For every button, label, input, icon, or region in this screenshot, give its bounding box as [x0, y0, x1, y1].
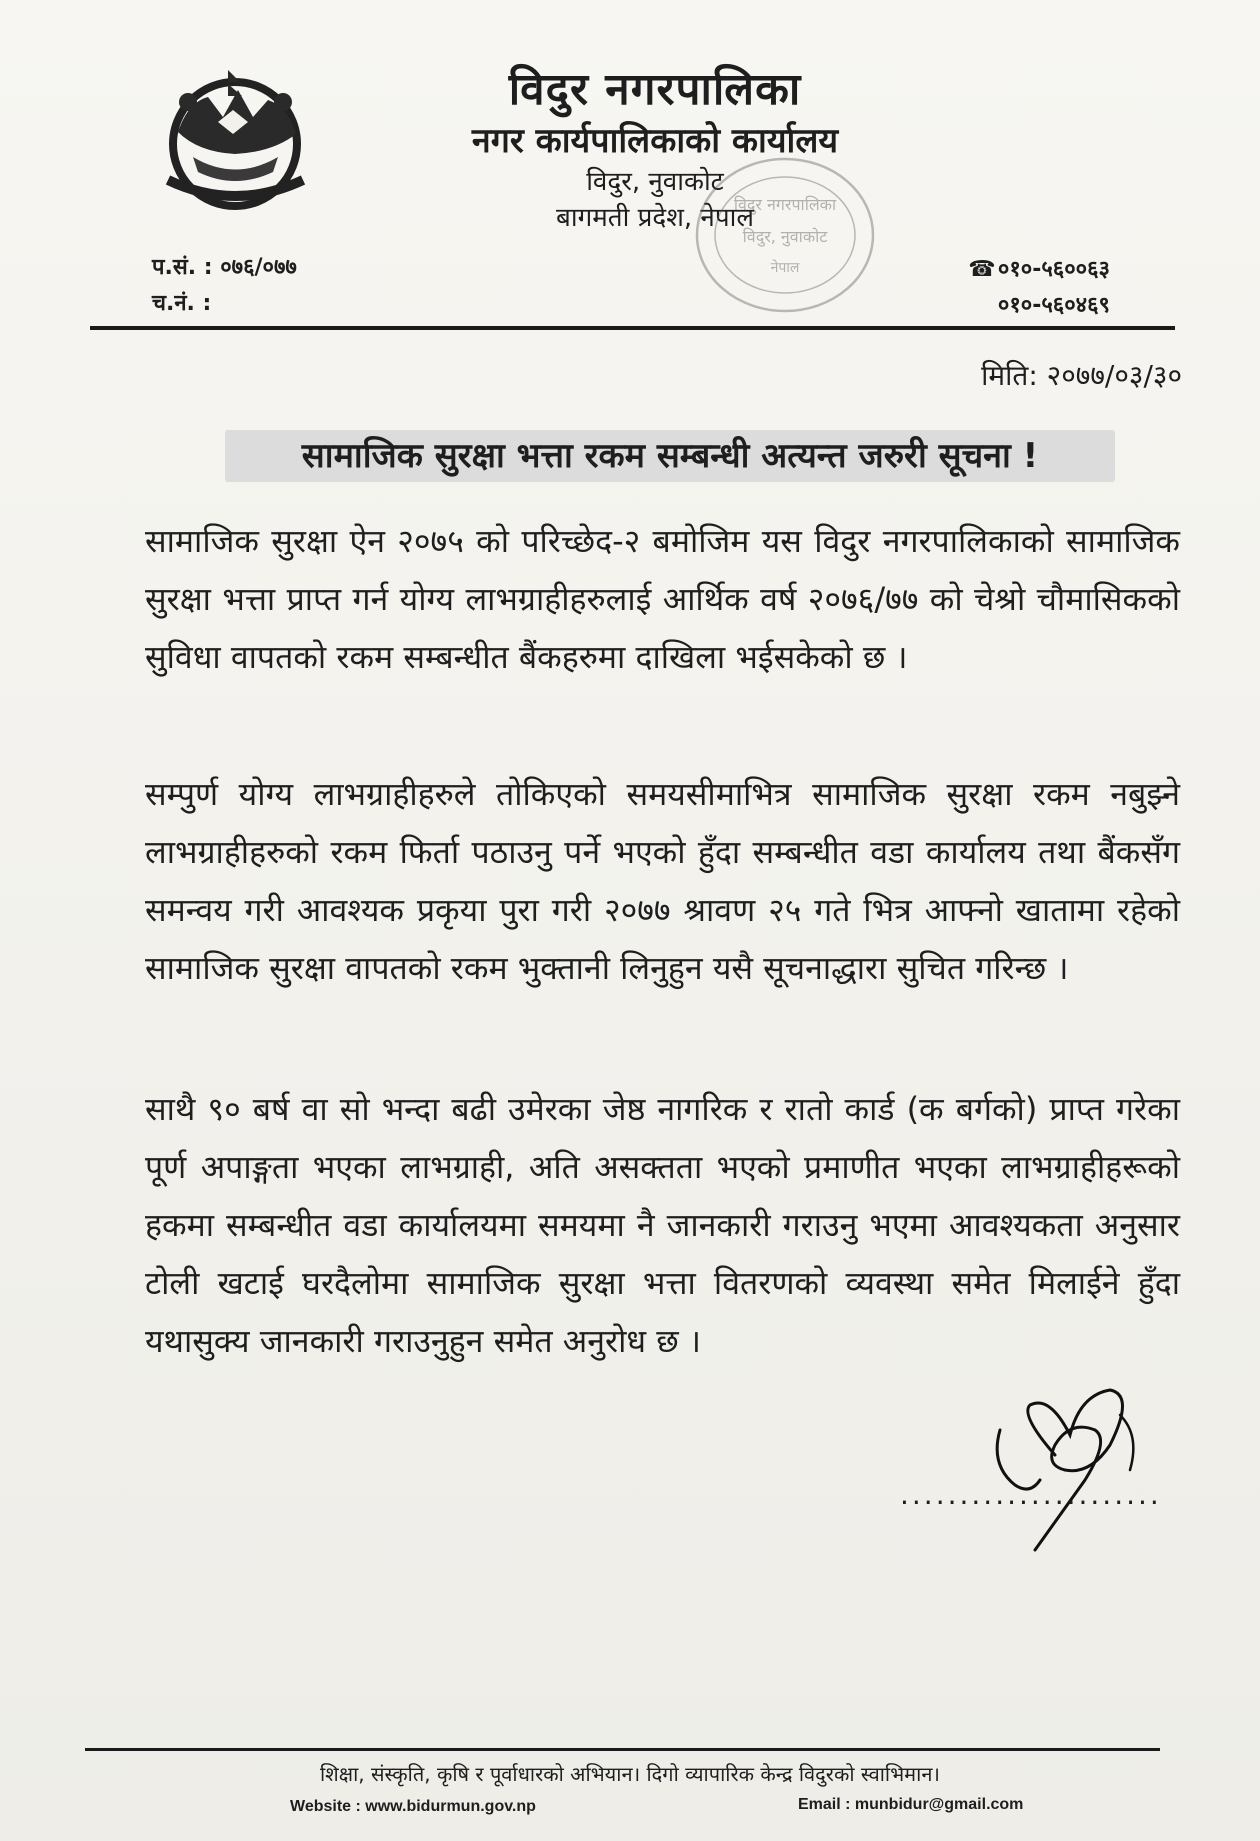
header-divider [90, 326, 1175, 330]
footer-motto: शिक्षा, संस्कृति, कृषि र पूर्वाधारको अभियान। दिगो व्यापारिक केन्द्र विदुरको स्वाभिमान। [319, 1762, 940, 1786]
telephone-icon: ☎ [968, 257, 996, 282]
footer-website: Website : www.bidurmun.gov.np [290, 1798, 536, 1815]
notice-date: मिति: २०७७/०३/३० [981, 359, 1182, 392]
reference-number: प.सं. : ०७६/०७७ [152, 255, 297, 280]
notice-paragraph-1 [145, 512, 1180, 686]
notice-paragraph-3 [145, 1080, 1180, 1370]
dispatch-number: च.नं. : [152, 291, 212, 316]
notice-paragraph-2 [145, 765, 1180, 997]
notice-title: सामाजिक सुरक्षा भत्ता रकम सम्बन्धी अत्यन्त जरुरी सूचना ! [225, 430, 1115, 482]
address-line-2: बागमती प्रदेश, नेपाल [556, 203, 754, 233]
footer-divider [85, 1748, 1160, 1751]
org-name: विदुर नगरपालिका [508, 64, 802, 115]
signature-line: ...................... [900, 1478, 1162, 1511]
paragraph-text: सम्पुर्ण योग्य लाभग्राहीहरुले तोकिएको समयसीमाभित्र सामाजिक सुरक्षा रकम नबुझ्ने लाभग्राहीहरुको रकम फिर्ता पठाउनु पर्ने भएको हुँदा सम्बन्धीत वडा कार्यालय तथा बैंकसँग समन्वय गरी आवश्यक प्रकृया पुरा गरी २०७७ श्रावण २५ गते भित्र आफ्नो खातामा रहेको सामाजिक सुरक्षा वापतको रकम भुक्तानी लिनुहुन यसै सूचनाद्धारा सुचित गरिन्छ । [145, 775, 1180, 987]
phone-block [968, 252, 1110, 324]
signature-icon [960, 1375, 1190, 1555]
address-line-1: विदुर, नुवाकोट [586, 167, 724, 197]
paragraph-text: साथै ९० बर्ष वा सो भन्दा बढी उमेरका जेष्ठ नागरिक र रातो कार्ड (क बर्गको) प्राप्त गरेका पूर्ण अपाङ्गता भएका लाभग्राही, अति असक्तता भएको प्रमाणीत भएका लाभग्राहीहरूको हकमा सम्बन्धीत वडा कार्यालयमा समयमा नै जानकारी गराउनु भएमा आवश्यकता अनुसार टोली खटाई घरदैलोमा सामाजिक सुरक्षा भत्ता वितरणको व्यवस्था समेत मिलाईने हुँदा यथासुक्य जानकारी गराउनुहुन समेत अनुरोध छ । [145, 1090, 1180, 1360]
phone-1: ०१०-५६००६३ [997, 257, 1110, 282]
stamp-text-2: विदुर, नुवाकोट [742, 227, 828, 246]
office-stamp-icon [690, 150, 880, 320]
phone-2: ०१०-५६०४६९ [997, 293, 1110, 318]
reference-block [152, 250, 297, 322]
stamp-text-1: विदुर नगरपालिका [733, 195, 837, 214]
paragraph-text: सामाजिक सुरक्षा ऐन २०७५ को परिच्छेद-२ बमोजिम यस विदुर नगरपालिकाको सामाजिक सुरक्षा भत्ता प्राप्त गर्न योग्य लाभग्राहीहरुलाई आर्थिक वर्ष २०७६/७७ को चेश्रो चौमासिकको सुविधा वापतको रकम सम्बन्धीत बैंकहरुमा दाखिला भईसकेको छ । [145, 522, 1180, 676]
footer-email: Email : munbidur@gmail.com [798, 1796, 1024, 1813]
stamp-text-3: नेपाल [770, 260, 800, 276]
office-name: नगर कार्यपालिकाको कार्यालय [471, 121, 839, 161]
nepal-emblem-icon [148, 62, 323, 222]
